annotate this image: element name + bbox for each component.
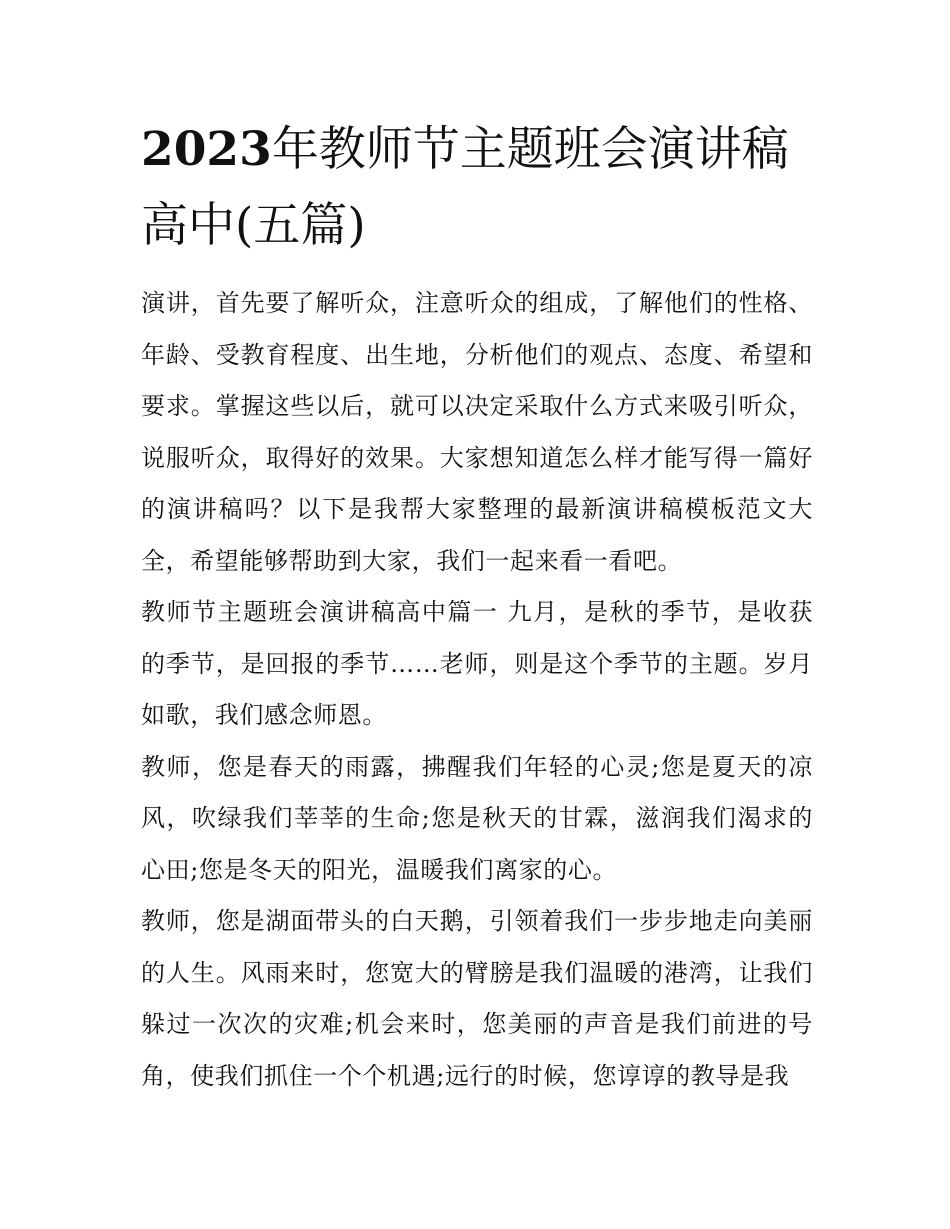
title-text: 年教师节主题班会演讲稿高中(五篇)	[141, 122, 789, 253]
paragraph-3: 教师，您是湖面带头的白天鹅，引领着我们一步步地走向美丽的人生。风雨来时，您宽大的臂膀是我们温暖的港湾，让我们躲过一次次的灾难;机会来时，您美丽的声音是我们前进的号角，使我们抓住一个个机遇;远行的时候，您谆谆的教导是我	[141, 907, 813, 1090]
paragraph-intro: 演讲，首先要了解听众，注意听众的组成，了解他们的性格、年龄、受教育程度、出生地，分析他们的观点、态度、希望和要求。掌握这些以后，就可以决定采取什么方式来吸引听众，说服听众，取得好的效果。大家想知道怎么样才能写得一篇好的演讲稿吗？以下是我帮大家整理的最新演讲稿模板范文大全，希望能够帮助到大家，我们一起来看一看吧。	[141, 289, 813, 575]
document-content	[141, 112, 813, 1102]
paragraph-1: 教师节主题班会演讲稿高中篇一 九月，是秋的季节，是收获的季节，是回报的季节……老师，则是这个季节的主题。岁月如歌，我们感念师恩。	[141, 598, 813, 729]
title-year: 2023	[141, 122, 272, 177]
document-title	[141, 112, 813, 264]
title-block	[141, 112, 813, 264]
paragraph-2: 教师，您是春天的雨露，拂醒我们年轻的心灵;您是夏天的凉风，吹绿我们莘莘的生命;您是秋天的甘霖，滋润我们渴求的心田;您是冬天的阳光，温暖我们离家的心。	[141, 752, 813, 884]
